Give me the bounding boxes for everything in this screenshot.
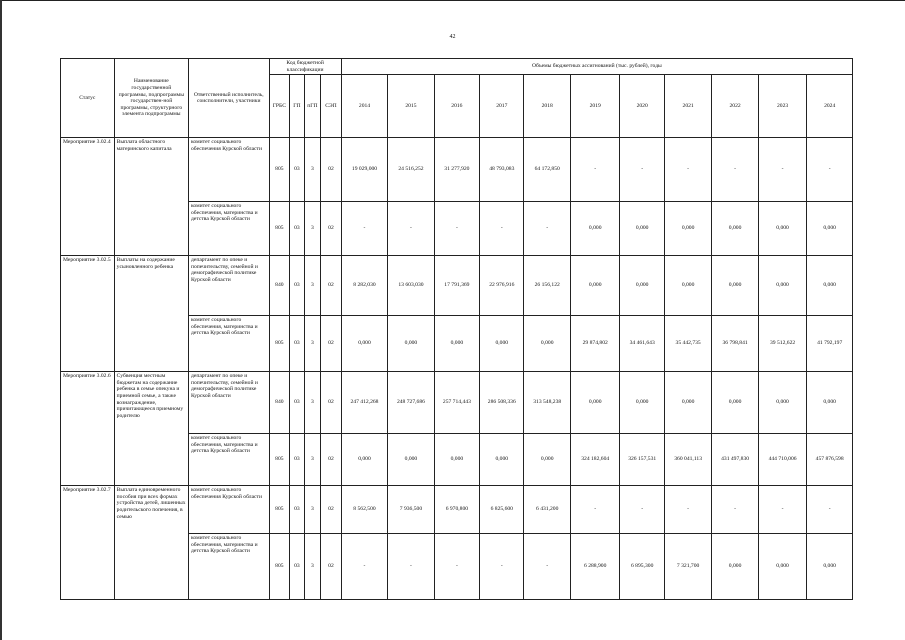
value-cell: 444 710,006 <box>758 434 807 486</box>
value-cell: - <box>388 534 434 600</box>
header-year: 2023 <box>758 75 807 138</box>
measure-name-cell: Субвенция местным бюджетам на содержание ребенка в семье опекуна и приемной семье, а также вознаграждение, причитающееся приемному родителю <box>114 372 188 486</box>
value-cell: - <box>480 534 524 600</box>
status-cell: Мероприятие 3.02.4 <box>61 138 115 256</box>
value-cell: 6 288,900 <box>570 534 620 600</box>
value-cell: - <box>570 138 620 202</box>
code-cell: 805 <box>269 202 290 256</box>
value-cell: 48 793,083 <box>480 138 524 202</box>
value-cell: - <box>341 202 387 256</box>
code-cell: 03 <box>290 372 304 434</box>
header-name: Наименование государственной программы, подпрограммы государствен-ной программы, структурного элемента подпрограммы <box>114 59 188 138</box>
value-cell: 6 970,800 <box>434 486 479 534</box>
code-cell: 02 <box>321 486 342 534</box>
value-cell: - <box>341 534 387 600</box>
value-cell: 17 791,369 <box>434 256 479 316</box>
measure-name-cell: Выплата областного материнского капитала <box>114 138 188 256</box>
value-cell: 0,000 <box>807 202 853 256</box>
code-cell: 805 <box>269 486 290 534</box>
value-cell: 313 548,238 <box>524 372 570 434</box>
measure-name-cell: Выплата единовременного пособия при всех формах устройства детей, лишенных родительского попечения, в семью <box>114 486 188 600</box>
value-cell: 8 282,030 <box>341 256 387 316</box>
value-cell: 0,000 <box>434 434 479 486</box>
value-cell: 19 029,000 <box>341 138 387 202</box>
header-code-col: ГП <box>290 75 304 138</box>
value-cell: 0,000 <box>758 202 807 256</box>
value-cell: - <box>480 202 524 256</box>
value-cell: 0,000 <box>480 434 524 486</box>
value-cell: 7 321,700 <box>664 534 711 600</box>
header-code-col: СЭП <box>321 75 342 138</box>
code-cell: 02 <box>321 316 342 372</box>
value-cell: 39 512,622 <box>758 316 807 372</box>
header-year: 2022 <box>712 75 758 138</box>
value-cell: 31 277,920 <box>434 138 479 202</box>
value-cell: 326 157,531 <box>620 434 664 486</box>
value-cell: 0,000 <box>620 372 664 434</box>
executor-cell: комитет социального обеспечения, материнства и детства Курской области <box>189 534 270 600</box>
header-year: 2015 <box>388 75 434 138</box>
code-cell: 03 <box>290 256 304 316</box>
value-cell: 36 798,841 <box>712 316 758 372</box>
value-cell: 29 874,802 <box>570 316 620 372</box>
value-cell: 0,000 <box>434 316 479 372</box>
header-volumes: Объемы бюджетных ассигнований (тыс. рублей), годы <box>341 59 852 75</box>
status-cell: Мероприятие 3.02.6 <box>61 372 115 486</box>
value-cell: 0,000 <box>758 372 807 434</box>
header-year: 2019 <box>570 75 620 138</box>
page-left-edge <box>0 0 2 640</box>
header-year: 2016 <box>434 75 479 138</box>
code-cell: 03 <box>290 138 304 202</box>
value-cell: - <box>570 486 620 534</box>
header-year: 2024 <box>807 75 853 138</box>
value-cell: - <box>434 534 479 600</box>
value-cell: 0,000 <box>712 202 758 256</box>
value-cell: - <box>524 202 570 256</box>
value-cell: 24 516,252 <box>388 138 434 202</box>
table-row <box>61 372 853 434</box>
value-cell: 431 497,830 <box>712 434 758 486</box>
value-cell: 0,000 <box>524 434 570 486</box>
value-cell: 0,000 <box>712 256 758 316</box>
table-row <box>61 256 853 316</box>
code-cell: 3 <box>304 372 321 434</box>
value-cell: - <box>712 138 758 202</box>
status-cell: Мероприятие 3.02.7 <box>61 486 115 600</box>
code-cell: 3 <box>304 256 321 316</box>
code-cell: 03 <box>290 534 304 600</box>
value-cell: 0,000 <box>570 202 620 256</box>
value-cell: 0,000 <box>712 372 758 434</box>
value-cell: 64 172,850 <box>524 138 570 202</box>
value-cell: 0,000 <box>620 202 664 256</box>
value-cell: 0,000 <box>807 372 853 434</box>
value-cell: - <box>524 534 570 600</box>
value-cell: 35 442,735 <box>664 316 711 372</box>
executor-cell: департамент по опеке и попечительству, семейной и демографической политике Курской области <box>189 256 270 316</box>
value-cell: - <box>807 138 853 202</box>
value-cell: 0,000 <box>807 256 853 316</box>
executor-cell: комитет социального обеспечения Курской области <box>189 138 270 202</box>
value-cell: 257 714,443 <box>434 372 479 434</box>
header-year: 2021 <box>664 75 711 138</box>
executor-cell: комитет социального обеспечения, материнства и детства Курской области <box>189 316 270 372</box>
executor-cell: комитет социального обеспечения, материнства и детства Курской области <box>189 202 270 256</box>
value-cell: 0,000 <box>712 534 758 600</box>
value-cell: 248 727,686 <box>388 372 434 434</box>
value-cell: - <box>664 138 711 202</box>
page-top-edge <box>0 0 905 1</box>
value-cell: 26 156,122 <box>524 256 570 316</box>
code-cell: 840 <box>269 372 290 434</box>
code-cell: 805 <box>269 138 290 202</box>
code-cell: 3 <box>304 202 321 256</box>
code-cell: 3 <box>304 138 321 202</box>
value-cell: 0,000 <box>570 372 620 434</box>
value-cell: 8 562,500 <box>341 486 387 534</box>
code-cell: 02 <box>321 256 342 316</box>
code-cell: 03 <box>290 316 304 372</box>
code-cell: 03 <box>290 202 304 256</box>
value-cell: 0,000 <box>524 316 570 372</box>
table-body <box>61 138 853 600</box>
value-cell: - <box>388 202 434 256</box>
value-cell: 457 876,598 <box>807 434 853 486</box>
value-cell: 0,000 <box>388 434 434 486</box>
value-cell: 0,000 <box>388 316 434 372</box>
value-cell: 0,000 <box>570 256 620 316</box>
value-cell: 34 461,643 <box>620 316 664 372</box>
code-cell: 3 <box>304 534 321 600</box>
value-cell: 0,000 <box>758 534 807 600</box>
code-cell: 03 <box>290 486 304 534</box>
code-cell: 805 <box>269 534 290 600</box>
code-cell: 02 <box>321 372 342 434</box>
code-cell: 840 <box>269 256 290 316</box>
value-cell: 22 976,916 <box>480 256 524 316</box>
status-cell: Мероприятие 3.02.5 <box>61 256 115 372</box>
value-cell: 6 431,200 <box>524 486 570 534</box>
code-cell: 3 <box>304 316 321 372</box>
code-cell: 02 <box>321 138 342 202</box>
measure-name-cell: Выплаты на содержание усыновленного ребенка <box>114 256 188 372</box>
value-cell: - <box>664 486 711 534</box>
page-number: 42 <box>449 34 456 40</box>
code-cell: 02 <box>321 434 342 486</box>
header-budget-code: Код бюджетной классификации <box>269 59 341 75</box>
code-cell: 02 <box>321 534 342 600</box>
value-cell: 0,000 <box>758 256 807 316</box>
value-cell: 0,000 <box>341 434 387 486</box>
header-year: 2018 <box>524 75 570 138</box>
header-year: 2014 <box>341 75 387 138</box>
value-cell: 0,000 <box>664 372 711 434</box>
value-cell: - <box>434 202 479 256</box>
value-cell: 247 412,268 <box>341 372 387 434</box>
value-cell: 6 895,300 <box>620 534 664 600</box>
value-cell: 41 792,197 <box>807 316 853 372</box>
code-cell: 805 <box>269 316 290 372</box>
header-code-col: пГП <box>304 75 321 138</box>
header-code-col: ГРБС <box>269 75 290 138</box>
table-row <box>61 486 853 534</box>
value-cell: 7 936,500 <box>388 486 434 534</box>
value-cell: 0,000 <box>664 256 711 316</box>
value-cell: - <box>758 486 807 534</box>
executor-cell: департамент по опеке и попечительству, семейной и демографической политике Курской области <box>189 372 270 434</box>
value-cell: 286 508,336 <box>480 372 524 434</box>
executor-cell: комитет социального обеспечения Курской области <box>189 486 270 534</box>
code-cell: 805 <box>269 434 290 486</box>
value-cell: - <box>620 486 664 534</box>
value-cell: 0,000 <box>807 534 853 600</box>
executor-cell: комитет социального обеспечения, материнства и детства Курской области <box>189 434 270 486</box>
value-cell: 0,000 <box>341 316 387 372</box>
value-cell: - <box>712 486 758 534</box>
value-cell: 0,000 <box>620 256 664 316</box>
code-cell: 3 <box>304 486 321 534</box>
table-row <box>61 138 853 202</box>
code-cell: 02 <box>321 202 342 256</box>
value-cell: - <box>620 138 664 202</box>
code-cell: 3 <box>304 434 321 486</box>
value-cell: 0,000 <box>664 202 711 256</box>
code-cell: 03 <box>290 434 304 486</box>
value-cell: - <box>807 486 853 534</box>
header-executor: Ответственный исполнитель, соисполнители, участники <box>189 59 270 138</box>
value-cell: 13 603,030 <box>388 256 434 316</box>
value-cell: 360 041,113 <box>664 434 711 486</box>
header-year: 2020 <box>620 75 664 138</box>
budget-table <box>60 58 853 600</box>
value-cell: 0,000 <box>480 316 524 372</box>
header-status: Статус <box>61 59 115 138</box>
header-year: 2017 <box>480 75 524 138</box>
value-cell: 6 825,600 <box>480 486 524 534</box>
value-cell: - <box>758 138 807 202</box>
value-cell: 324 182,604 <box>570 434 620 486</box>
